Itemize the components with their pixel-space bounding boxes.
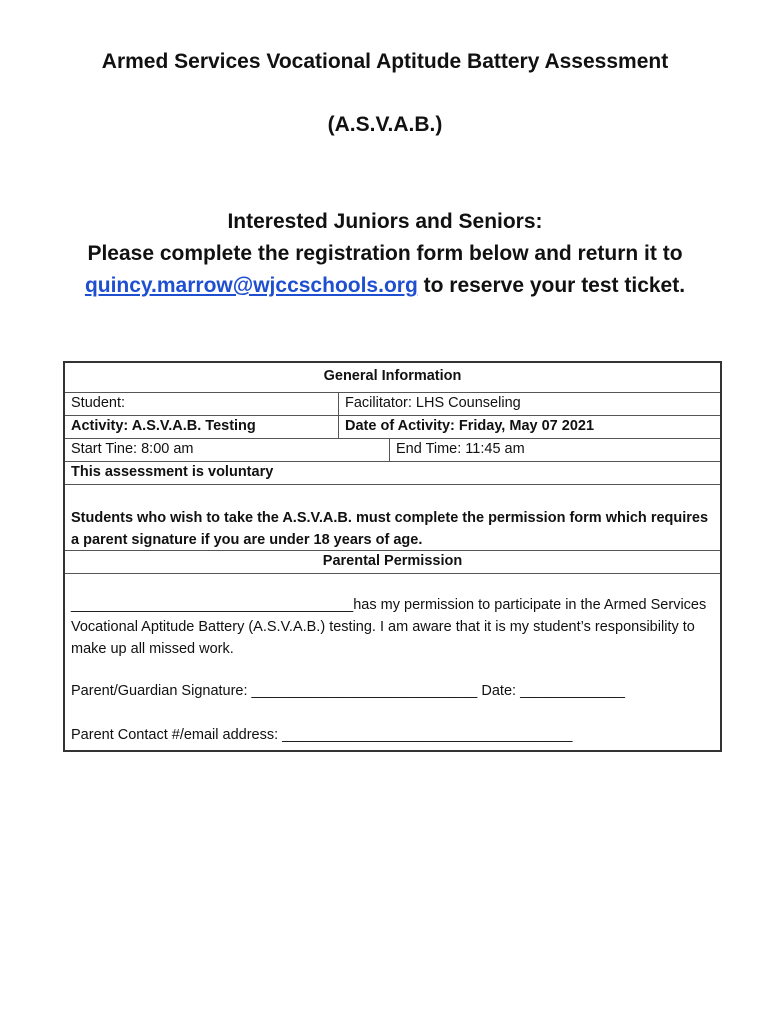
page-subtitle: (A.S.V.A.B.) <box>327 113 443 136</box>
facilitator-text: Facilitator: LHS Counseling <box>345 395 521 411</box>
activity-text: Activity: A.S.V.A.B. Testing <box>65 416 339 438</box>
parental-permission-heading: Parental Permission <box>65 551 720 574</box>
student-field[interactable]: Student: <box>65 393 339 415</box>
student-row <box>65 393 720 416</box>
intro-block <box>60 206 710 302</box>
activity-row <box>65 416 720 439</box>
intro-text-prefix: Please complete the registration form below and return it to <box>87 242 683 265</box>
voluntary-note: This assessment is voluntary <box>65 462 720 485</box>
page-title: Armed Services Vocational Aptitude Battery Assessment <box>101 50 669 73</box>
permission-statement[interactable]: ___________________________________has my permission to participate in the Armed Services Vocational Aptitude Battery (A.S.V.A.B.) testing. I am aware that it is my student’s responsibility to make up all missed work. <box>71 597 707 657</box>
time-row <box>65 439 720 462</box>
intro-heading: Interested Juniors and Seniors: <box>227 210 543 233</box>
email-link[interactable]: quincy.marrow@wjccschools.org <box>84 274 418 297</box>
signature-field[interactable]: Parent/Guardian Signature: ____________________________ Date: _____________ <box>71 683 625 699</box>
start-time-text: Start Tine: 8:00 am <box>65 439 390 461</box>
intro-instructions <box>60 238 710 302</box>
contact-field[interactable]: Parent Contact #/email address: ____________________________________ <box>71 727 573 743</box>
end-time-text: End Time: 11:45 am <box>396 441 525 457</box>
general-info-heading: General Information <box>65 363 720 393</box>
intro-text-suffix: to reserve your test ticket. <box>417 274 686 297</box>
requirement-note: Students who wish to take the A.S.V.A.B. must complete the permission form which requires a parent signature if you are under 18 years of age. <box>65 485 720 551</box>
registration-form <box>63 361 722 752</box>
permission-section <box>65 574 720 750</box>
date-of-activity-text: Date of Activity: Friday, May 07 2021 <box>345 418 595 434</box>
